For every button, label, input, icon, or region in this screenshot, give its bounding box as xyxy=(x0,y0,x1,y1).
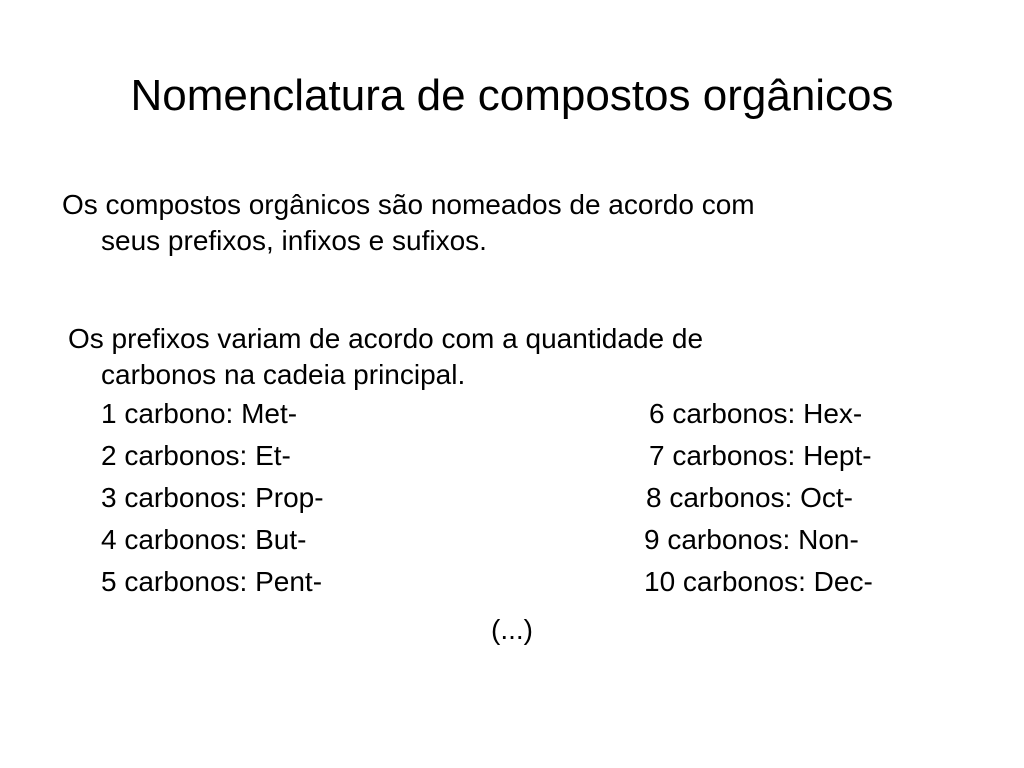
prefix-item: 2 carbonos: Et- xyxy=(101,440,291,471)
prefix-item: 3 carbonos: Prop- xyxy=(101,482,324,513)
prefix-item: 7 carbonos: Hept- xyxy=(649,440,872,471)
prefix-item: 4 carbonos: But- xyxy=(101,524,307,555)
prefix-item: 8 carbonos: Oct- xyxy=(646,482,853,513)
intro-line-1: Os compostos orgânicos são nomeados de acordo com xyxy=(62,189,755,220)
prefix-item: 1 carbono: Met- xyxy=(101,398,298,429)
prefix-paragraph xyxy=(62,321,962,603)
prefix-row xyxy=(62,519,962,561)
prefix-intro-line-2: carbonos na cadeia principal. xyxy=(101,359,466,390)
continuation-ellipsis: (...) xyxy=(491,614,533,645)
prefix-row xyxy=(62,435,962,477)
intro-line-2: seus prefixos, infixos e sufixos. xyxy=(101,225,487,256)
prefix-item: 5 carbonos: Pent- xyxy=(101,566,323,597)
prefix-item: 6 carbonos: Hex- xyxy=(649,398,863,429)
prefix-row xyxy=(62,393,962,435)
prefix-item: 10 carbonos: Dec- xyxy=(644,566,873,597)
slide-title: Nomenclatura de compostos orgânicos xyxy=(130,71,894,120)
prefix-row xyxy=(62,561,962,603)
prefix-intro-line-1: Os prefixos variam de acordo com a quantidade de xyxy=(68,323,704,354)
intro-paragraph xyxy=(62,187,962,259)
prefix-item: 9 carbonos: Non- xyxy=(644,524,859,555)
prefix-row xyxy=(62,477,962,519)
